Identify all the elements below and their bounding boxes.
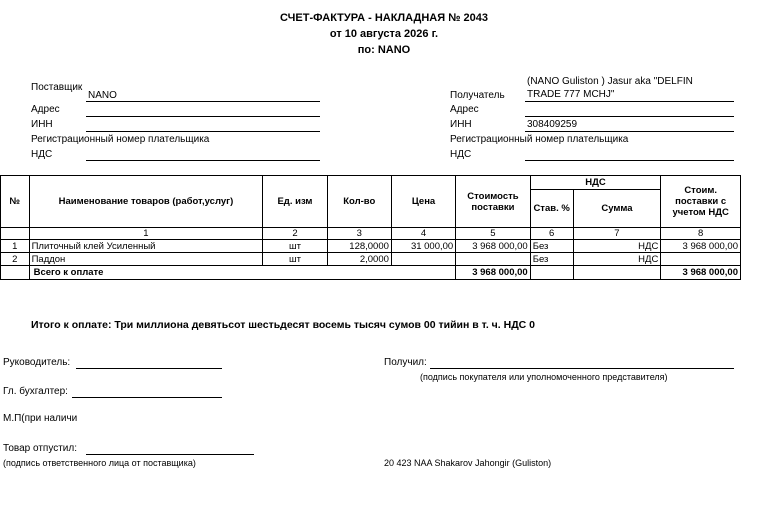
- header-no: №: [1, 176, 30, 228]
- col-num: 6: [530, 228, 573, 240]
- row-name: Паддон: [29, 253, 263, 266]
- payment-summary: Итого к оплате: Три миллиона девятьсот шестьдесят восемь тысяч сумов 00 тийин в т. ч. НДС 0: [31, 319, 536, 331]
- buyer-inn-value: 308409259: [527, 119, 578, 130]
- total-row: [1, 266, 741, 280]
- table-row: [1, 240, 741, 253]
- header-vat-rate: Став. %: [530, 190, 573, 228]
- col-num: 8: [661, 228, 741, 240]
- supplier-label: Поставщик: [31, 82, 83, 93]
- buyer-inn-label: ИНН: [450, 119, 472, 130]
- row-total: 3 968 000,00: [661, 240, 741, 253]
- row-price: 31 000,00: [391, 240, 455, 253]
- col-num: 4: [391, 228, 455, 240]
- row-price: [391, 253, 455, 266]
- supplier-inn-label: ИНН: [31, 119, 53, 130]
- header-total: Стоим. поставки с учетом НДС: [661, 176, 741, 228]
- table-row: [1, 253, 741, 266]
- accountant-signature-line: [72, 397, 222, 398]
- supplier-reg-label: Регистрационный номер плательщика: [31, 134, 210, 145]
- row-name: Плиточный клей Усиленный: [29, 240, 263, 253]
- supplier-underline: [86, 101, 320, 102]
- total-sum: 3 968 000,00: [661, 266, 741, 280]
- header-qty: Кол-во: [327, 176, 391, 228]
- row-total: [661, 253, 741, 266]
- document-title: СЧЕТ-ФАКТУРА - НАКЛАДНАЯ № 2043: [280, 12, 488, 24]
- header-vat: НДС: [530, 176, 661, 190]
- row-unit: шт: [263, 253, 327, 266]
- buyer-underline: [525, 101, 734, 102]
- accountant-label: Гл. бухгалтер:: [3, 386, 68, 397]
- supplier-address-label: Адрес: [31, 104, 60, 115]
- released-label: Товар отпустил:: [3, 443, 77, 454]
- buyer-nds-line: [525, 160, 734, 161]
- row-vat-rate: Без: [530, 253, 573, 266]
- col-num: 1: [29, 228, 263, 240]
- total-cost: 3 968 000,00: [456, 266, 531, 280]
- row-qty: 128,0000: [327, 240, 391, 253]
- row-unit: шт: [263, 240, 327, 253]
- stamp-label: М.П(при наличи: [3, 413, 78, 424]
- header-vat-sum: Сумма: [573, 190, 661, 228]
- received-signature-line: [430, 368, 734, 369]
- header-unit: Ед. изм: [263, 176, 327, 228]
- row-no: 1: [1, 240, 30, 253]
- buyer-value-1: (NANO Guliston ) Jasur aka "DELFIN: [527, 76, 693, 87]
- received-label: Получил:: [384, 357, 427, 368]
- header-price: Цена: [391, 176, 455, 228]
- row-cost: 3 968 000,00: [456, 240, 531, 253]
- header-cost: Стоимость поставки: [456, 176, 531, 228]
- column-number-row: [1, 228, 741, 240]
- supplier-nds-line: [86, 160, 320, 161]
- received-note: (подпись покупателя или уполномоченного представителя): [420, 372, 668, 382]
- buyer-nds-label: НДС: [450, 149, 472, 160]
- released-signature-line: [86, 454, 254, 455]
- supplier-inn-line: [86, 131, 320, 132]
- buyer-inn-line: [525, 131, 734, 132]
- supplier-nds-label: НДС: [31, 149, 53, 160]
- buyer-label: Получатель: [450, 90, 505, 101]
- row-vat-sum: НДС: [573, 240, 661, 253]
- col-num: 2: [263, 228, 327, 240]
- row-vat-sum: НДС: [573, 253, 661, 266]
- header-name: Наименование товаров (работ,услуг): [29, 176, 263, 228]
- buyer-address-line: [525, 116, 734, 117]
- supplier-value: NANO: [88, 90, 117, 101]
- document-contract: по: NANO: [357, 44, 411, 56]
- head-signature-line: [76, 368, 222, 369]
- row-vat-rate: Без: [530, 240, 573, 253]
- row-qty: 2,0000: [327, 253, 391, 266]
- buyer-reg-label: Регистрационный номер плательщика: [450, 134, 629, 145]
- supplier-address-line: [86, 116, 320, 117]
- col-num: 3: [327, 228, 391, 240]
- buyer-value-2: TRADE 777 MCHJ": [527, 89, 615, 100]
- row-cost: [456, 253, 531, 266]
- total-label: Всего к оплате: [29, 266, 456, 280]
- document-date: от 10 августа 2026 г.: [329, 28, 439, 40]
- agent-info: 20 423 NAA Shakarov Jahongir (Guliston): [384, 458, 552, 468]
- goods-table: [0, 175, 741, 280]
- col-num: 7: [573, 228, 661, 240]
- row-no: 2: [1, 253, 30, 266]
- head-label: Руководитель:: [3, 357, 71, 368]
- released-note: (подпись ответственного лица от поставщика): [3, 458, 196, 468]
- buyer-address-label: Адрес: [450, 104, 479, 115]
- col-num: 5: [456, 228, 531, 240]
